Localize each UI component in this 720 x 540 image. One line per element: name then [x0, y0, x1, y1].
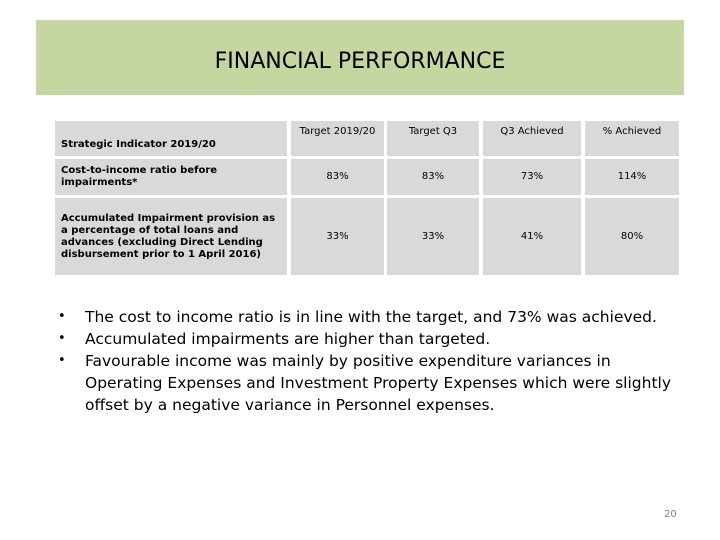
list-item [56, 306, 676, 328]
row1-pct-achieved: 114% [617, 171, 647, 182]
bullet-list [56, 306, 676, 416]
table-cell [387, 159, 479, 195]
table-header-pct-achieved [585, 121, 679, 156]
table-header-q3-achieved [483, 121, 581, 156]
row2-target-q3: 33% [421, 230, 445, 242]
table-cell [585, 159, 679, 195]
row-impairment-label: Accumulated Impairment provision as a percentage of total loans and advances (excluding Direct Lending disbursement prior to 1 April 2016) [61, 212, 276, 260]
bullet-marker: • [58, 353, 66, 368]
row-cost-income-label: Cost-to-income ratio before impairments* [61, 165, 218, 188]
row1-target-q3: 83% [421, 171, 445, 182]
bullet-marker: • [58, 309, 66, 324]
row2-pct-achieved: 80% [620, 230, 644, 242]
list-item [56, 350, 676, 416]
row1-q3-achieved: 73% [520, 171, 544, 182]
table-cell [585, 198, 679, 275]
table-header-target-q3-label: Target Q3 [408, 126, 458, 137]
table-cell [483, 198, 581, 275]
table-cell [387, 198, 479, 275]
table-header-target-year-label: Target 2019/20 [299, 126, 376, 137]
table-row-label [55, 159, 287, 195]
table-cell [291, 159, 384, 195]
table-header-pct-achieved-label: % Achieved [602, 126, 662, 137]
slide-title: FINANCIAL PERFORMANCE [214, 49, 506, 74]
table-header-target-year [291, 121, 384, 156]
table-cell [483, 159, 581, 195]
table-header-indicator-label: Strategic Indicator 2019/20 [61, 139, 216, 150]
bullet-text: Favourable income was mainly by positive expenditure variances in Operating Expenses and Investment Property Expenses which were slightly offset by a negative variance in Personnel expenses. [85, 352, 671, 414]
table-header-target-q3 [387, 121, 479, 156]
row2-target-year: 33% [326, 230, 349, 242]
bullet-text: The cost to income ratio is in line with the target, and 73% was achieved. [85, 308, 657, 326]
row1-target-year: 83% [326, 171, 349, 182]
table-cell [291, 198, 384, 275]
page-number: 20 [664, 509, 677, 520]
table-row-label [55, 198, 287, 275]
bullet-marker: • [58, 331, 66, 346]
bullet-text: Accumulated impairments are higher than targeted. [85, 330, 491, 348]
row2-q3-achieved: 41% [520, 230, 544, 242]
table-header-q3-achieved-label: Q3 Achieved [500, 126, 564, 137]
table-header-indicator [55, 121, 287, 156]
list-item [56, 328, 676, 350]
